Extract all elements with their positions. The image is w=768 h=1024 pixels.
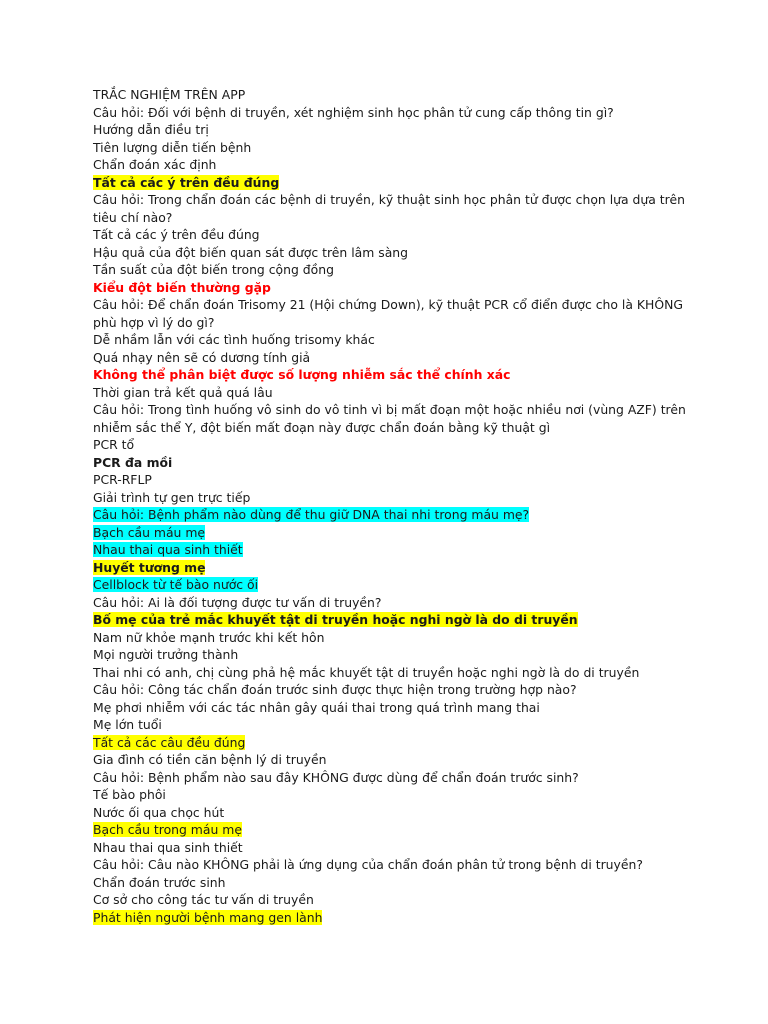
text-line	[93, 664, 693, 682]
line-text: Dễ nhầm lẫn với các tình huống trisomy khác	[93, 332, 375, 347]
line-text: Câu hỏi: Trong tình huống vô sinh do vô tinh vì bị mất đoạn một hoặc nhiều nơi (vùng AZF) trên nhiễm sắc thể Y, đột biến mất đoạn này được chẩn đoán bằng kỹ thuật gì	[93, 402, 686, 435]
line-text: Nhau thai qua sinh thiết	[93, 839, 243, 855]
line-text: Câu hỏi: Công tác chẩn đoán trước sinh được thực hiện trong trường hợp nào?	[93, 682, 577, 697]
line-text: Nước ối qua chọc hút	[93, 804, 225, 820]
line-text: PCR đa mồi	[93, 454, 173, 470]
line-text: PCR-RFLP	[93, 472, 152, 487]
line-text: Mẹ phơi nhiễm với các tác nhân gây quái thai trong quá trình mang thai	[93, 699, 540, 715]
line-text: Câu hỏi: Đối với bệnh di truyền, xét nghiệm sinh học phân tử cung cấp thông tin gì?	[93, 104, 614, 120]
text-line	[93, 471, 693, 489]
line-text: Nam nữ khỏe mạnh trước khi kết hôn	[93, 629, 325, 645]
line-text: Quá nhạy nên sẽ có dương tính giả	[93, 349, 311, 365]
answer-line	[93, 734, 693, 752]
line-text: Tế bào phôi	[93, 787, 166, 802]
text-line	[93, 244, 693, 262]
document-title	[93, 86, 693, 104]
line-text: Bố mẹ của trẻ mắc khuyết tật di truyền hoặc nghi ngờ là do di truyền	[93, 612, 578, 627]
answer-line	[93, 174, 693, 192]
answer-line	[93, 541, 693, 559]
answer-line	[93, 611, 693, 629]
line-text: Thai nhi có anh, chị cùng phả hệ mắc khuyết tật di truyền hoặc nghi ngờ là do di truyền	[93, 664, 640, 680]
text-line	[93, 716, 693, 734]
line-text: Hướng dẫn điều trị	[93, 122, 209, 137]
line-text: Phát hiện người bệnh mang gen lành	[93, 909, 323, 925]
line-text: TRẮC NGHIỆM TRÊN APP	[93, 87, 246, 102]
line-text: Không thể phân biệt được số lượng nhiễm sắc thể chính xác	[93, 367, 511, 382]
line-text: Giải trình tự gen trực tiếp	[93, 489, 251, 505]
answer-line	[93, 821, 693, 839]
text-line	[93, 331, 693, 349]
answer-line	[93, 524, 693, 542]
line-text: Câu hỏi: Để chẩn đoán Trisomy 21 (Hội chứng Down), kỹ thuật PCR cổ điển được cho là KHÔNG phù hợp vì lý do gì?	[93, 297, 683, 330]
text-line	[93, 804, 693, 822]
line-text: Chẩn đoán xác định	[93, 157, 217, 172]
question-line	[93, 104, 693, 122]
line-text: Câu hỏi: Câu nào KHÔNG phải là ứng dụng của chẩn đoán phân tử trong bệnh di truyền?	[93, 857, 643, 872]
line-text: Chẩn đoán trước sinh	[93, 874, 226, 890]
text-line	[93, 139, 693, 157]
question-line	[93, 594, 693, 612]
document-body	[93, 86, 693, 926]
line-text: Mẹ lớn tuổi	[93, 717, 162, 732]
line-text: Mọi người trưởng thành	[93, 647, 239, 662]
question-line	[93, 296, 693, 331]
line-text: Bạch cầu máu mẹ	[93, 524, 206, 540]
line-text: Gia đình có tiền căn bệnh lý di truyền	[93, 752, 327, 767]
text-line	[93, 874, 693, 892]
line-text: Cơ sở cho công tác tư vấn di truyền	[93, 892, 314, 907]
line-text: Câu hỏi: Ai là đối tượng được tư vấn di truyền?	[93, 594, 382, 610]
answer-line	[93, 559, 693, 577]
text-line	[93, 349, 693, 367]
answer-line	[93, 279, 693, 297]
question-line	[93, 191, 693, 226]
line-text: Kiểu đột biến thường gặp	[93, 279, 271, 295]
question-line	[93, 401, 693, 436]
line-text: Câu hỏi: Bệnh phẩm nào sau đây KHÔNG được dùng để chẩn đoán trước sinh?	[93, 769, 579, 785]
text-line	[93, 751, 693, 769]
question-line	[93, 506, 693, 524]
text-line	[93, 839, 693, 857]
answer-line	[93, 909, 693, 927]
text-line	[93, 121, 693, 139]
line-text: Câu hỏi: Trong chẩn đoán các bệnh di truyền, kỹ thuật sinh học phân tử được chọn lựa dựa trên tiêu chí nào?	[93, 192, 685, 225]
line-text: Thời gian trả kết quả quá lâu	[93, 384, 273, 400]
question-line	[93, 856, 693, 874]
answer-line	[93, 454, 693, 472]
line-text: PCR tổ	[93, 437, 135, 452]
line-text: Tất cả các ý trên đều đúng	[93, 227, 260, 242]
line-text: Câu hỏi: Bệnh phẩm nào dùng để thu giữ DNA thai nhi trong máu mẹ?	[93, 507, 530, 522]
text-line	[93, 261, 693, 279]
text-line	[93, 891, 693, 909]
text-line	[93, 384, 693, 402]
line-text: Hậu quả của đột biến quan sát được trên lâm sàng	[93, 244, 409, 260]
text-line	[93, 646, 693, 664]
line-text: Huyết tương mẹ	[93, 559, 206, 575]
text-line	[93, 226, 693, 244]
answer-line	[93, 576, 693, 594]
line-text: Nhau thai qua sinh thiết	[93, 542, 243, 557]
line-text: Tất cả các câu đều đúng	[93, 734, 246, 750]
line-text: Bạch cầu trong máu mẹ	[93, 822, 242, 837]
line-text: Cellblock từ tế bào nước ối	[93, 577, 259, 592]
text-line	[93, 436, 693, 454]
line-text: Tất cả các ý trên đều đúng	[93, 174, 280, 190]
text-line	[93, 699, 693, 717]
line-text: Tần suất của đột biến trong cộng đồng	[93, 262, 334, 277]
answer-line	[93, 366, 693, 384]
question-line	[93, 769, 693, 787]
text-line	[93, 786, 693, 804]
line-text: Tiên lượng diễn tiến bệnh	[93, 139, 252, 155]
text-line	[93, 156, 693, 174]
text-line	[93, 489, 693, 507]
question-line	[93, 681, 693, 699]
text-line	[93, 629, 693, 647]
